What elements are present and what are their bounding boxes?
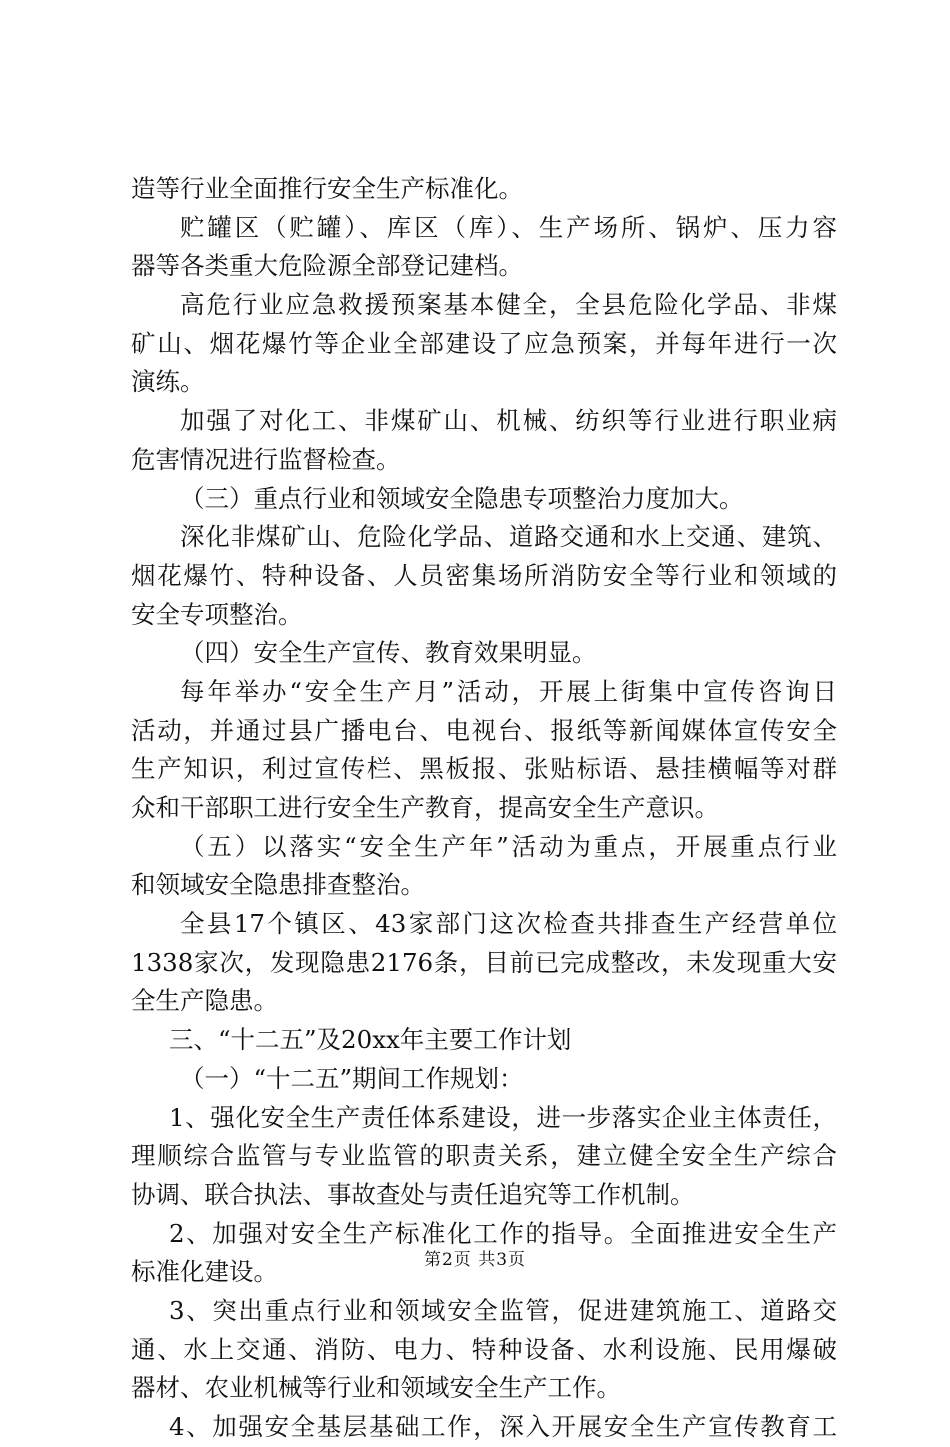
- text-line: 造等行业全面推行安全生产标准化。: [131, 174, 523, 203]
- text-line: 理顺综合监管与专业监管的职责关系，建立健全安全生产综合: [131, 1141, 837, 1171]
- text-line: 2、加强对安全生产标准化工作的指导。全面推进安全生产: [169, 1218, 837, 1248]
- text-line: 器等各类重大危险源全部登记建档。: [131, 251, 523, 281]
- section-heading: （四）安全生产宣传、教育效果明显。: [180, 638, 597, 668]
- text-line: 贮罐区（贮罐）、库区（库）、生产场所、锅炉、压力容: [180, 212, 837, 242]
- text-line: 加强了对化工、非煤矿山、机械、纺织等行业进行职业病: [180, 406, 837, 436]
- text-line: 高危行业应急救援预案基本健全，全县危险化学品、非煤: [180, 290, 837, 320]
- text-line: 演练。: [131, 367, 205, 397]
- section-heading: （五）以落实“安全生产年”活动为重点，开展重点行业: [180, 831, 837, 861]
- section-heading: 三、“十二五”及20xx年主要工作计划: [169, 1025, 572, 1055]
- text-line: 协调、联合执法、事故查处与责任追究等工作机制。: [131, 1179, 695, 1209]
- text-line: 全县17个镇区、43家部门这次检查共排查生产经营单位: [180, 909, 837, 939]
- text-line: 危害情况进行监督检查。: [131, 444, 401, 474]
- page-footer: 第2页 共3页: [423, 1250, 527, 1270]
- text-line: 3、突出重点行业和领域安全监管，促进建筑施工、道路交: [169, 1295, 837, 1325]
- text-line: 标准化建设。: [131, 1257, 278, 1287]
- text-line: 生产知识，利过宣传栏、黑板报、张贴标语、悬挂横幅等对群: [131, 754, 837, 784]
- text-line: 烟花爆竹、特种设备、人员密集场所消防安全等行业和领域的: [131, 560, 837, 590]
- text-line: 和领域安全隐患排查整治。: [131, 870, 425, 900]
- section-heading: （一）“十二五”期间工作规划：: [180, 1063, 524, 1093]
- text-line: 众和干部职工进行安全生产教育，提高安全生产意识。: [131, 793, 719, 822]
- text-line: 安全专项整治。: [131, 599, 303, 629]
- section-heading: （三）重点行业和领域安全隐患专项整治力度加大。: [180, 483, 744, 513]
- text-line: 全生产隐患。: [131, 986, 278, 1016]
- text-line: 器材、农业机械等行业和领域安全生产工作。: [131, 1373, 621, 1403]
- text-line: 1、强化安全生产责任体系建设，进一步落实企业主体责任，: [169, 1102, 837, 1132]
- text-line: 活动，并通过县广播电台、电视台、报纸等新闻媒体宣传安全: [131, 715, 837, 745]
- text-line: 通、水上交通、消防、电力、特种设备、水利设施、民用爆破: [131, 1334, 837, 1364]
- text-line: 深化非煤矿山、危险化学品、道路交通和水上交通、建筑、: [180, 522, 837, 552]
- text-line: 1338家次，发现隐患2176条，目前已完成整改，未发现重大安: [131, 947, 837, 977]
- text-line: 矿山、烟花爆竹等企业全部建设了应急预案，并每年进行一次: [131, 328, 837, 358]
- text-line: 每年举办“安全生产月”活动，开展上街集中宣传咨询日: [180, 676, 837, 706]
- text-line: 4、加强安全基层基础工作，深入开展安全生产宣传教育工: [169, 1412, 837, 1441]
